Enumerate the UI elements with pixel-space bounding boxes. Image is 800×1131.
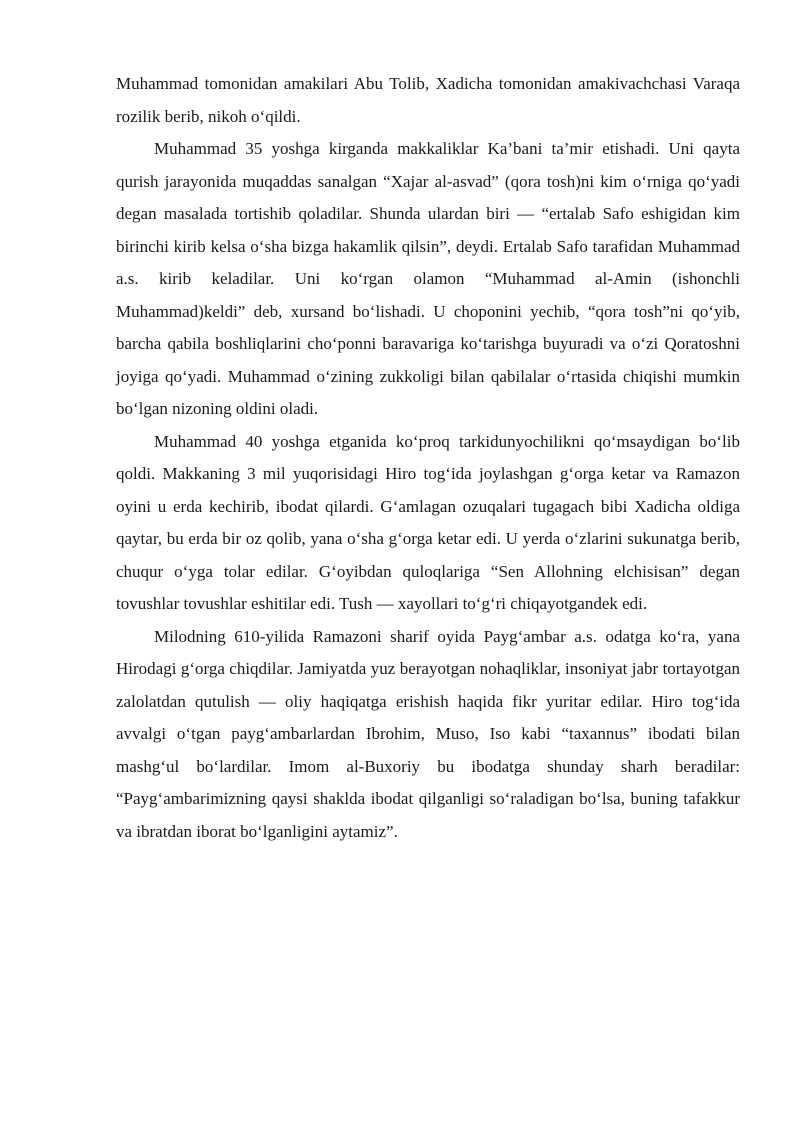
- document-page: [116, 68, 740, 848]
- paragraph-3: Muhammad 40 yoshga etganida ko‘proq tarkidunyochilikni qo‘msaydigan bo‘lib qoldi. Makkaning 3 mil yuqorisidagi Hiro tog‘ida joylashgan g‘orga ketar va Ramazon oyini u erda kechirib, ibodat qilardi. G‘amlagan ozuqalari tugagach bibi Xadicha oldiga qaytar, bu erda bir oz qolib, yana o‘sha g‘orga ketar edi. U yerda o‘zlarini sukunatga berib, chuqur o‘yga tolar edilar. G‘oyibdan quloqlariga “Sen Allohning elchisisan” degan tovushlar tovushlar eshitilar edi. Tush — xayollari to‘g‘ri chiqayotgandek edi.: [116, 431, 740, 613]
- paragraph-2: Muhammad 35 yoshga kirganda makkaliklar Ka’bani ta’mir etishadi. Uni qayta qurish jarayonida muqaddas sanalgan “Xajar al-asvad” (qora tosh)ni kim o‘rniga qo‘yadi degan masalada tortishib qoladilar. Shunda ulardan biri — “ertalab Safo eshigidan kim birinchi kirib kelsa o‘sha bizga hakamlik qilsin”, deydi. Ertalab Safo tarafidan Muhammad a.s. kirib keladilar. Uni ko‘rgan olamon “Muhammad al-Amin (ishonchli Muhammad)keldi” deb, xursand bo‘lishadi. U choponini yechib, “qora tosh”ni qo‘yib, barcha qabila boshliqlarini cho‘ponni baravariga ko‘tarishga buyuradi va o‘zi Qoratoshni joyiga qo‘yadi. Muhammad o‘zining zukkoligi bilan qabilalar o‘rtasida chiqishi mumkin bo‘lgan nizoning oldini oladi.: [116, 139, 740, 418]
- paragraph-1: Muhammad tomonidan amakilari Abu Tolib, Xadicha tomonidan amakivachchasi Varaqa rozilik berib, nikoh o‘qildi.: [116, 74, 740, 126]
- paragraph-4: Milodning 610-yilida Ramazoni sharif oyida Payg‘ambar a.s. odatga ko‘ra, yana Hirodagi g‘orga chiqdilar. Jamiyatda yuz berayotgan nohaqliklar, insoniyat jabr tortayotgan zalolatdan qutulish — oliy haqiqatga erishish haqida fikr yuritar edilar. Hiro tog‘ida avvalgi o‘tgan payg‘ambarlardan Ibrohim, Muso, Iso kabi “taxannus” ibodati bilan mashg‘ul bo‘lardilar. Imom al-Buxoriy bu ibodatga shunday sharh beradilar: “Payg‘ambarimizning qaysi shaklda ibodat qilganligi so‘raladigan bo‘lsa, buning tafakkur va ibratdan iborat bo‘lganligini aytamiz”.: [116, 626, 740, 841]
